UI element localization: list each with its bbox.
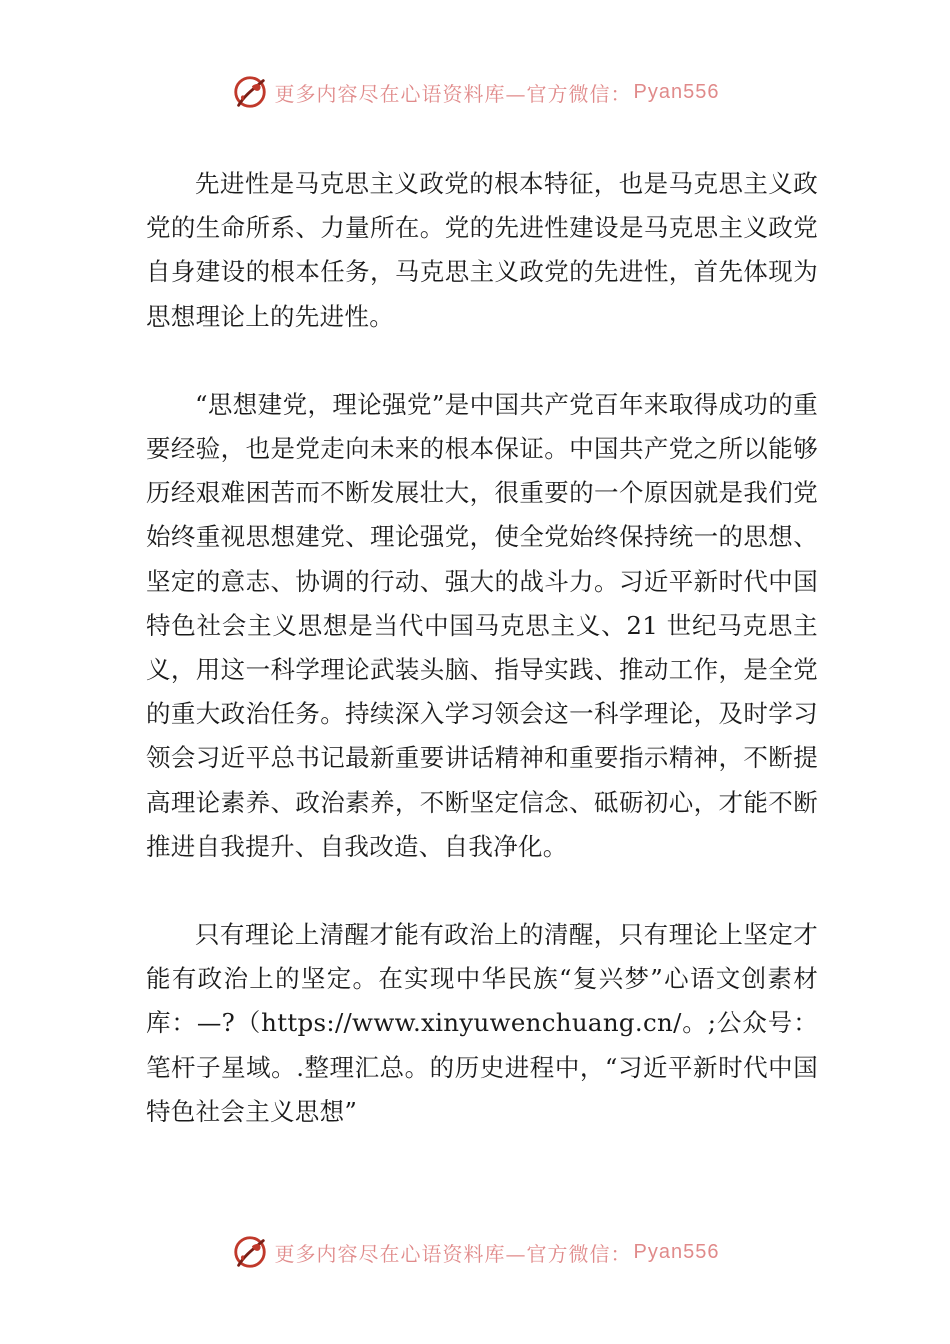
footer-banner	[0, 1230, 950, 1274]
rose-logo-icon	[231, 73, 269, 111]
paragraph-3: 只有理论上清醒才能有政治上的清醒，只有理论上坚定才能有政治上的坚定。在实现中华民族“复兴梦”心语文创素材库：—?（https://www.xinyuwenchuang.cn/。;公众号：笔杆子星域。.整理汇总。的历史进程中，“习近平新时代中国特色社会主义思想”	[146, 920, 818, 1126]
rose-logo-icon	[231, 1233, 269, 1271]
paragraph-1: 先进性是马克思主义政党的根本特征，也是马克思主义政党的生命所系、力量所在。党的先进性建设是马克思主义政党自身建设的根本任务，马克思主义政党的先进性，首先体现为思想理论上的先进性。	[146, 169, 818, 331]
wechat-id: Pyan556	[633, 80, 720, 103]
wechat-id: Pyan556	[633, 1240, 720, 1263]
document-body	[146, 162, 818, 1178]
banner-text: 更多内容尽在心语资料库—官方微信：	[274, 81, 632, 106]
header-banner	[0, 70, 950, 114]
banner-text: 更多内容尽在心语资料库—官方微信：	[274, 1241, 632, 1266]
paragraph-2: “思想建党，理论强党”是中国共产党百年来取得成功的重要经验，也是党走向未来的根本保证。中国共产党之所以能够历经艰难困苦而不断发展壮大，很重要的一个原因就是我们党始终重视思想建党、理论强党，使全党始终保持统一的思想、坚定的意志、协调的行动、强大的战斗力。习近平新时代中国特色社会主义思想是当代中国马克思主义、21 世纪马克思主义，用这一科学理论武装头脑、指导实践、推动工作，是全党的重大政治任务。持续深入学习领会这一科学理论，及时学习领会习近平总书记最新重要讲话精神和重要指示精神，不断提高理论素养、政治素养，不断坚定信念、砥砺初心，才能不断推进自我提升、自我改造、自我净化。	[146, 389, 818, 861]
